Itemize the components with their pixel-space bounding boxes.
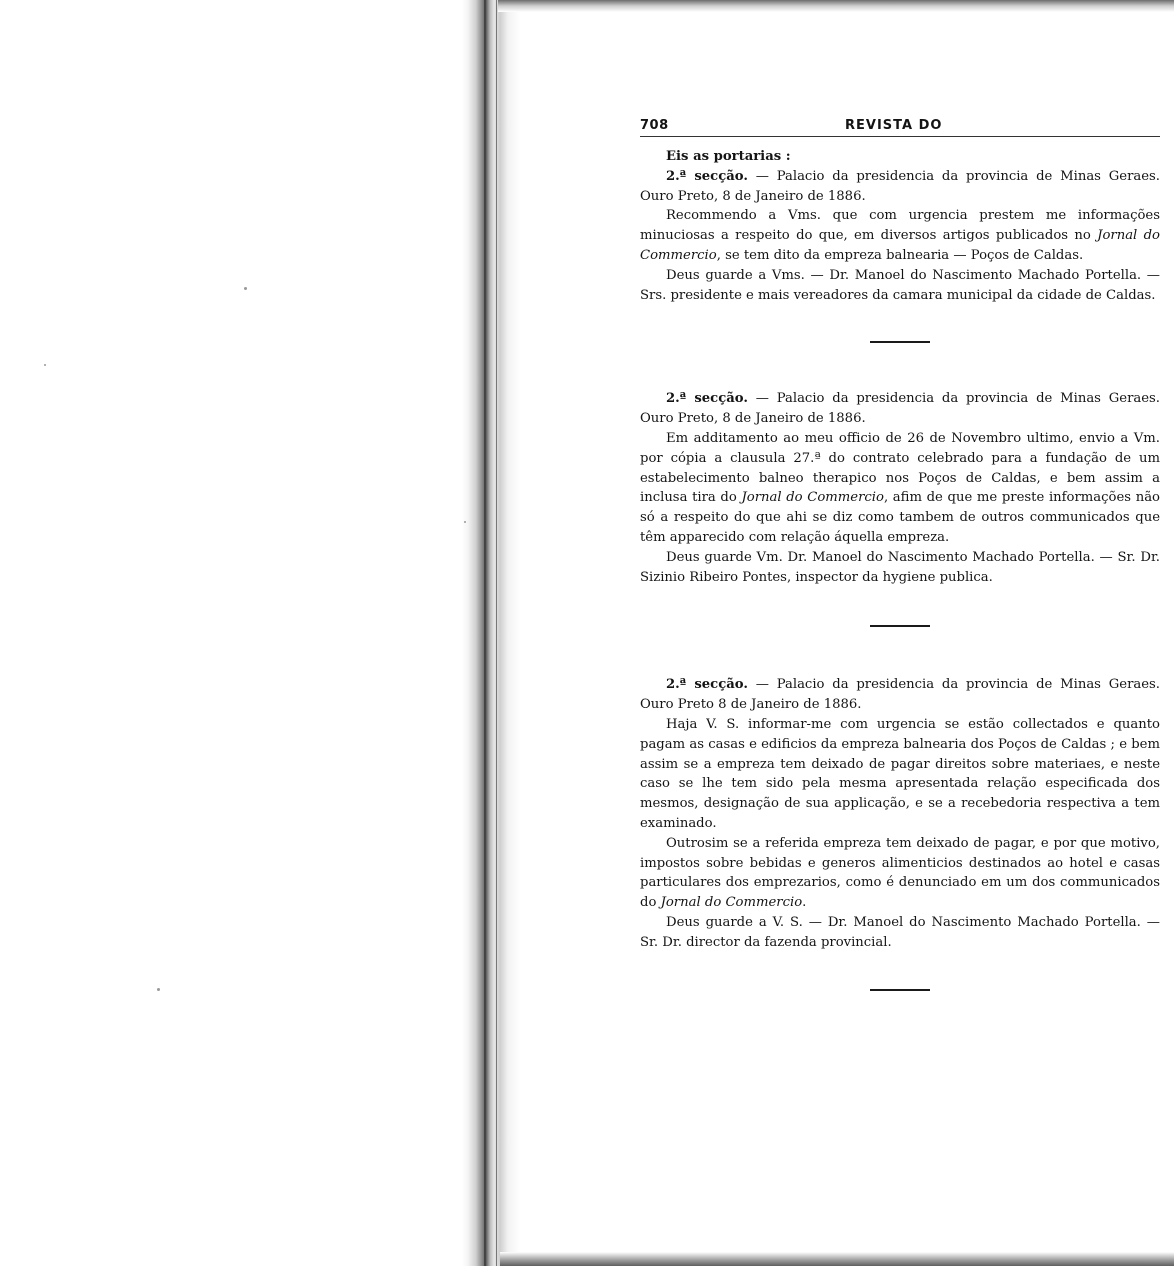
section-label: 2.ª secção. [666, 168, 748, 184]
scan-speck [464, 521, 466, 523]
book-page [640, 110, 1160, 991]
running-head: REVISTA DO [845, 118, 943, 133]
section-separator [870, 625, 930, 627]
page-number: 708 [640, 118, 669, 133]
page-top-edge [498, 0, 1174, 12]
spine-shadow-line [484, 0, 486, 1266]
page-header [640, 110, 1160, 132]
closing-paragraph: Deus guarde Vm. Dr. Manoel do Nascimento Machado Portella. — Sr. Dr. Sizinio Ribeiro Pontes, inspector da hygiene publica. [640, 549, 1160, 585]
spine-shadow-line [496, 0, 497, 1266]
portaria-3 [640, 675, 1160, 952]
scan-speck [244, 287, 247, 290]
section-separator [870, 341, 930, 343]
newspaper-title: Jornal do Commercio [741, 490, 884, 506]
closing-paragraph: Deus guarde a Vms. — Dr. Manoel do Nascimento Machado Portella. — Srs. presidente e mais vereadores da camara municipal da cidade de Caldas. [640, 267, 1160, 303]
body-paragraph: Haja V. S. informar-me com urgencia se estão collectados e quanto pagam as casas e edificios da empreza balnearia dos Poços de Caldas ; e bem assim se a empreza tem deixado de pagar direitos sobre materiaes, e neste caso se lhe tem sido pela mesma apresentada relação especificada dos mesmos, designação de sua applicação, e se a recebedoria respectiva a tem examinado. [640, 716, 1160, 831]
section-label: 2.ª secção. [666, 391, 748, 407]
section-separator [870, 989, 930, 991]
body-paragraph: Outrosim se a referida empreza tem deixado de pagar, e por que motivo, impostos sobre bebidas e generos alimenticios destinados ao hotel e casas particulares dos emprezarios, como é denunciado em um dos communicados do Jornal do Commercio. [640, 835, 1160, 911]
opening-paragraph: 2.ª secção. — Palacio da presidencia da provincia de Minas Geraes. Ouro Preto 8 de Janeiro de 1886. [640, 677, 1160, 713]
closing-paragraph: Deus guarde a V. S. — Dr. Manoel do Nascimento Machado Portella. — Sr. Dr. director da fazenda provincial. [640, 914, 1160, 950]
scan-speck [44, 364, 46, 366]
newspaper-title: Jornal do Commercio [660, 895, 803, 911]
body-paragraph: Em additamento ao meu officio de 26 de Novembro ultimo, envio a Vm. por cópia a clausula 27.ª do contrato celebrado para a fundação de um estabelecimento balneo therapico nos Poços de Caldas, e bem assim a inclusa tira do Jornal do Commercio, afim de que me preste informações não só a respeito do que ahi se diz como tambem de outros communicados que têm apparecido com relação áquella empreza. [640, 430, 1160, 545]
page-bottom-edge [500, 1252, 1174, 1266]
opening-paragraph: 2.ª secção. — Palacio da presidencia da provincia de Minas Geraes. Ouro Preto, 8 de Janeiro de 1886. [640, 391, 1160, 427]
portaria-1 [640, 147, 1160, 305]
opening-paragraph: 2.ª secção. — Palacio da presidencia da provincia de Minas Geraes. Ouro Preto, 8 de Janeiro de 1886. [640, 168, 1160, 204]
scan-speck [157, 988, 160, 991]
body-paragraph: Recommendo a Vms. que com urgencia prestem me informações minuciosas a respeito do que, em diversos artigos publicados no Jornal do Commercio, se tem dito da empreza balnearia — Poços de Caldas. [640, 208, 1160, 263]
intro-line: Eis as portarias : [666, 149, 791, 164]
newspaper-title: Jornal do Commercio [640, 228, 1160, 263]
section-label: 2.ª secção. [666, 677, 748, 693]
book-spine [462, 0, 520, 1266]
portaria-2 [640, 389, 1160, 587]
header-rule [640, 136, 1160, 137]
